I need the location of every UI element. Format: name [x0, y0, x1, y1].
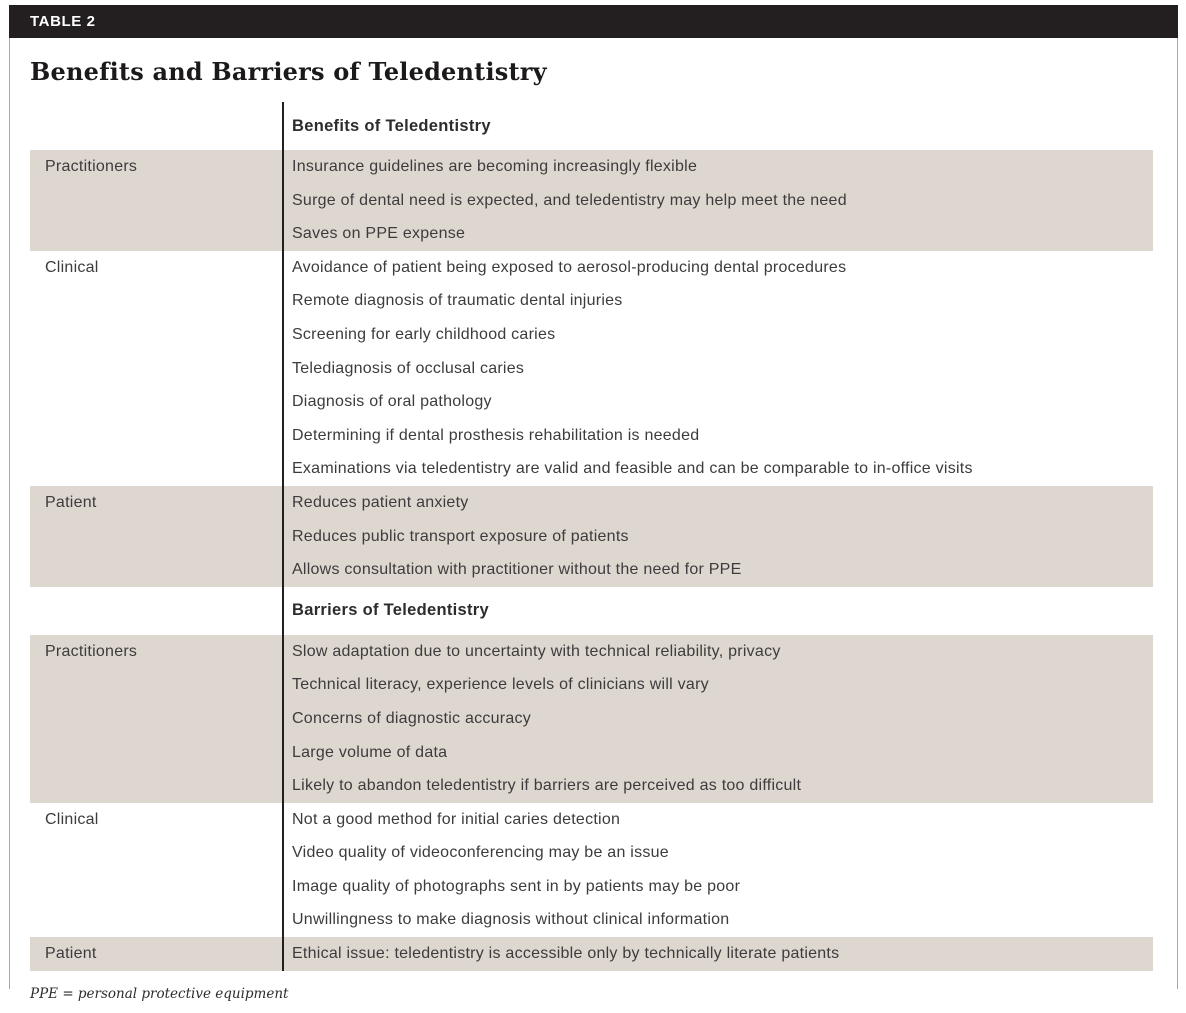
- category-label: Patient: [45, 945, 97, 963]
- table-row: Reduces patient anxiety: [292, 493, 469, 511]
- table-row: Telediagnosis of occlusal caries: [292, 359, 525, 377]
- table-row: Screening for early childhood caries: [292, 325, 556, 343]
- table-section: [30, 587, 1153, 971]
- section-header-label: Barriers of Teledentistry: [292, 601, 490, 620]
- table-row: Image quality of photographs sent in by patients may be poor: [292, 877, 741, 895]
- table-row: Likely to abandon teledentistry if barriers are perceived as too difficult: [292, 777, 802, 795]
- row-group-patient: [30, 486, 1153, 587]
- item-list: [282, 486, 1153, 587]
- figure-content: [10, 38, 1177, 1002]
- table-row: Allows consultation with practitioner without the need for PPE: [292, 561, 742, 579]
- row-group-clinical: [30, 251, 1153, 486]
- table-row: Not a good method for initial caries detection: [292, 810, 621, 828]
- table-figure: [9, 5, 1178, 1002]
- table-row: Avoidance of patient being exposed to aerosol-producing dental procedures: [292, 258, 847, 276]
- category-label: Patient: [45, 493, 97, 511]
- item-list: [282, 635, 1153, 803]
- row-group-practitioners: [30, 150, 1153, 251]
- table-row: Examinations via teledentistry are valid and feasible and can be comparable to in-office visits: [292, 460, 973, 478]
- category-label: Clinical: [45, 258, 99, 276]
- row-group-patient: [30, 937, 1153, 971]
- table-row: Concerns of diagnostic accuracy: [292, 709, 531, 727]
- table-row: Slow adaptation due to uncertainty with technical reliability, privacy: [292, 642, 781, 660]
- section-header-label: Benefits of Teledentistry: [292, 116, 491, 135]
- table-title: Benefits and Barriers of Teledentistry: [30, 57, 547, 86]
- table-row: Determining if dental prosthesis rehabilitation is needed: [292, 426, 700, 444]
- footnote: PPE = personal protective equipment: [30, 985, 289, 1002]
- table-tag-bar: [9, 5, 1178, 38]
- teledentistry-table: [30, 102, 1153, 971]
- category-label: Clinical: [45, 810, 99, 828]
- item-list: [282, 251, 1153, 486]
- column-divider: [282, 102, 284, 971]
- item-list: [282, 150, 1153, 251]
- table-row: Reduces public transport exposure of patients: [292, 527, 629, 545]
- item-list: [282, 937, 1153, 971]
- table-row: Video quality of videoconferencing may be an issue: [292, 844, 669, 862]
- table-row: Diagnosis of oral pathology: [292, 393, 492, 411]
- table-row: Insurance guidelines are becoming increasingly flexible: [292, 158, 698, 175]
- row-group-practitioners: [30, 635, 1153, 803]
- table-row: Technical literacy, experience levels of clinicians will vary: [292, 676, 709, 694]
- table-row: Unwillingness to make diagnosis without clinical information: [292, 911, 730, 929]
- table-row: Saves on PPE expense: [292, 225, 466, 243]
- section-header: [30, 102, 1153, 150]
- section-header: [30, 587, 1153, 635]
- row-group-clinical: [30, 803, 1153, 937]
- category-label: Practitioners: [45, 158, 138, 175]
- item-list: [282, 803, 1153, 937]
- table-tag-label: TABLE 2: [30, 13, 96, 30]
- table-row: Ethical issue: teledentistry is accessible only by technically literate patients: [292, 945, 840, 963]
- table-row: Remote diagnosis of traumatic dental injuries: [292, 292, 623, 310]
- table-section: [30, 102, 1153, 587]
- table-row: Surge of dental need is expected, and teledentistry may help meet the need: [292, 191, 847, 209]
- table-row: Large volume of data: [292, 743, 448, 761]
- category-label: Practitioners: [45, 642, 138, 660]
